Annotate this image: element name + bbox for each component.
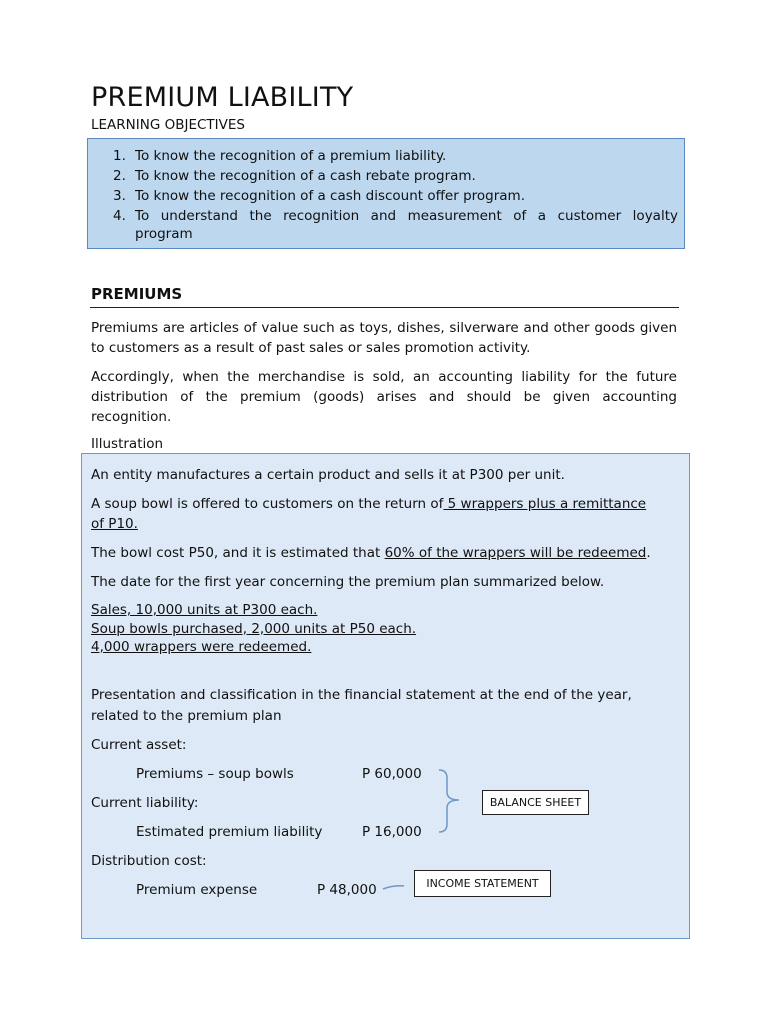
heading-divider (90, 307, 679, 308)
illustration-label: Illustration (91, 436, 164, 452)
liability-amount: P 16,000 (362, 824, 422, 840)
illustration-line-4: The date for the first year concerning the premium plan summarized below. (91, 574, 605, 590)
objective-item-continuation: program (135, 226, 193, 242)
learning-objectives-box (87, 138, 685, 249)
objective-item: 3. To know the recognition of a cash discount offer program. (113, 188, 525, 204)
illustration-line-3: The bowl cost P50, and it is estimated that 60% of the wrappers will be redeemed. (91, 545, 651, 561)
presentation-line-1: Presentation and classification in the financial statement at the end of the year, (91, 687, 632, 703)
premiums-paragraph-2: Accordingly, when the merchandise is sold, an accounting liability for the future distribution of the premium (goods) arises and should be given accounting recognition. (91, 369, 677, 425)
illustration-line-1: An entity manufactures a certain product and sells it at P300 per unit. (91, 467, 565, 483)
premiums-paragraph-1: Premiums are articles of value such as toys, dishes, silverware and other goods given to customers as a result of past sales or sales promotion activity. (91, 320, 677, 356)
distribution-cost-label: Distribution cost: (91, 853, 207, 869)
premiums-heading: PREMIUMS (91, 285, 183, 303)
current-asset-label: Current asset: (91, 737, 187, 753)
illustration-box (81, 453, 690, 939)
learning-objectives-heading: LEARNING OBJECTIVES (91, 117, 245, 133)
illustration-line-2: A soup bowl is offered to customers on the return of 5 wrappers plus a remittance (91, 496, 647, 512)
illustration-line-2-cont: of P10. (91, 516, 138, 532)
balance-sheet-brace (437, 768, 467, 834)
illustration-data-2: Soup bowls purchased, 2,000 units at P50 each. (91, 620, 417, 637)
asset-amount: P 60,000 (362, 766, 422, 782)
asset-item: Premiums – soup bowls (136, 766, 294, 782)
income-statement-connector (382, 882, 412, 892)
presentation-line-2: related to the premium plan (91, 708, 282, 724)
expense-item: Premium expense (136, 882, 258, 898)
illustration-data-3: 4,000 wrappers were redeemed. (91, 639, 312, 655)
objective-item: 1. To know the recognition of a premium liability. (113, 148, 447, 164)
expense-amount: P 48,000 (317, 882, 377, 898)
illustration-data-1: Sales, 10,000 units at P300 each. (91, 602, 318, 618)
current-liability-label: Current liability: (91, 795, 199, 811)
objective-item: 2. To know the recognition of a cash rebate program. (113, 168, 476, 184)
balance-sheet-label: BALANCE SHEET (482, 790, 589, 815)
page-title: PREMIUM LIABILITY (91, 82, 354, 113)
objective-item: 4. To understand the recognition and measurement of a customer loyalty (113, 208, 678, 224)
liability-item: Estimated premium liability (136, 824, 323, 840)
income-statement-label: INCOME STATEMENT (414, 870, 551, 897)
